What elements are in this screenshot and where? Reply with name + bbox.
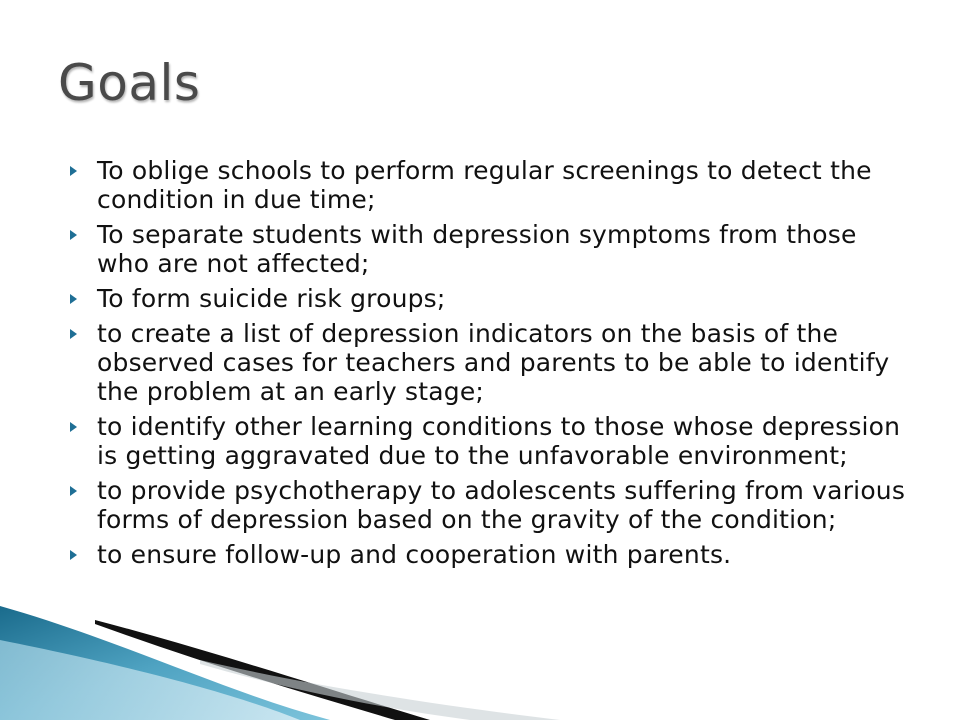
list-item	[70, 412, 910, 470]
list-item	[70, 284, 910, 313]
list-item-text: To oblige schools to perform regular screenings to detect the condition in due time;	[97, 156, 872, 214]
dark-swoosh	[95, 620, 430, 720]
triangle-bullet-icon	[70, 422, 77, 432]
triangle-bullet-icon	[70, 486, 77, 496]
list-item	[70, 319, 910, 406]
light-wave	[0, 640, 300, 720]
list-item-text: To separate students with depression symptoms from those who are not affected;	[97, 220, 857, 278]
teal-wave	[0, 606, 330, 720]
list-item	[70, 220, 910, 278]
triangle-bullet-icon	[70, 329, 77, 339]
list-item-text: to identify other learning conditions to those whose depression is getting aggravated due to the unfavorable environment;	[97, 412, 901, 470]
triangle-bullet-icon	[70, 550, 77, 560]
list-item-text: to ensure follow-up and cooperation with parents.	[97, 540, 732, 569]
goals-list	[70, 156, 910, 575]
list-item-text: to create a list of depression indicators on the basis of the observed cases for teachers and parents to be able to identify the problem at an early stage;	[97, 319, 890, 406]
list-item	[70, 156, 910, 214]
triangle-bullet-icon	[70, 230, 77, 240]
list-item-text: to provide psychotherapy to adolescents suffering from various forms of depression based on the gravity of the condition;	[97, 476, 906, 534]
list-item	[70, 476, 910, 534]
list-item-text: To form suicide risk groups;	[97, 284, 446, 313]
list-item	[70, 540, 910, 569]
triangle-bullet-icon	[70, 294, 77, 304]
slide-title: Goals	[58, 54, 201, 112]
triangle-bullet-icon	[70, 166, 77, 176]
grey-swoosh	[200, 660, 560, 720]
